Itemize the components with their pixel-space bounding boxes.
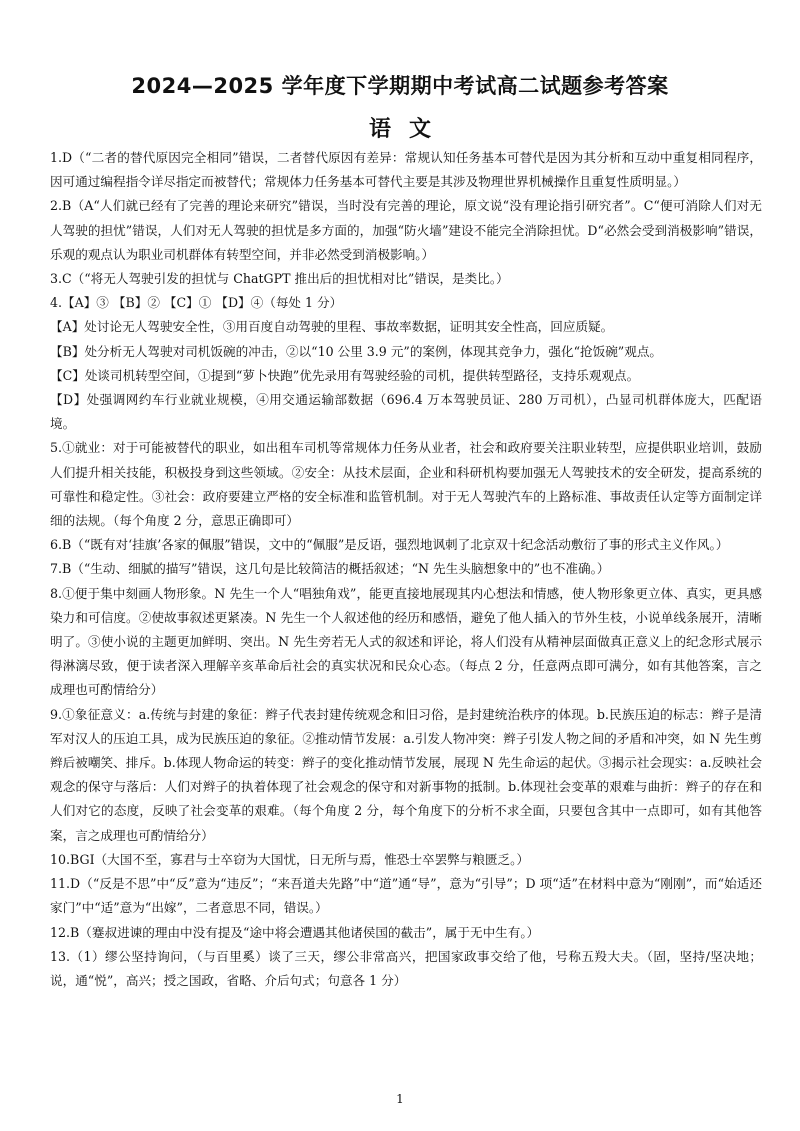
answer-item: 3.C（“将无人驾驶引发的担忧与 ChatGPT 推出后的担忧相对比”错误，是类比。） [50, 271, 509, 287]
page-number: 1 [396, 1092, 404, 1106]
answer-item: 2.B（A“人们就已经有了完善的理论来研究”错误，当时没有完善的理论，原文说“没有理论指引研究者”。C“便可消除人们对无人驾驶的担忧”错误，人们对无人驾驶的担忧是多方面的，加强“防火墙”建设不能完全消除担忧。D“必然会受到消极影响”错误，乐观的观点认为职业司机群体有转型空间，并非必然受到消极影响。） [50, 198, 762, 262]
answer-item: 8.①便于集中刻画人物形象。N 先生一个人“唱独角戏”，能更直接地展现其内心想法和情感，使人物形象更立体、真实，更具感染力和可信度。②使故事叙述更紧凑。N 先生一个人叙述他的经历和感悟，避免了他人插入的节外生枝，小说单线条展开，清晰明了。③使小说的主题更加鲜明、突出。N 先生旁若无人式的叙述和评论，将人们没有从精神层面做真正意义上的纪念形式展示得淋漓尽致，便于读者深入理解辛亥革命后社会的真实状况和民众心态。（每点 2 分，任意两点即可满分，如有其他答案，言之成理也可酌情给分） [50, 585, 762, 698]
answer-item: 9.①象征意义：a.传统与封建的象征：辫子代表封建传统观念和旧习俗，是封建统治秩序的体现。b.民族压迫的标志：辫子是清军对汉人的压迫工具，成为民族压迫的象征。②推动情节发展：a.引发人物冲突：辫子引发人物之间的矛盾和冲突，如 N 先生剪辫后被嘲笑、排斥。b.体现人物命运的转变：辫子的变化推动情节发展，展现 N 先生命运的起伏。③揭示社会现实：a.反映社会观念的保守与落后：人们对辫子的执着体现了社会观念的保守和对新事物的抵制。b.体现社会变革的艰难与曲折：辫子的存在和人们对它的态度，反映了社会变革的艰难。（每个角度 2 分，每个角度下的分析不求全面，只要包含其中一点即可，如有其他答案，言之成理也可酌情给分） [50, 706, 762, 843]
answer-item: 10.BGI（大国不至，寡君与士卒窃为大国忧，日无所与焉，惟恐士卒罢弊与粮匮乏。） [50, 851, 530, 867]
answer-item: 5.①就业：对于可能被替代的职业，如出租车司机等常规体力任务从业者，社会和政府要关注职业转型，应提供职业培训，鼓励人们提升相关技能，积极投身到这些领域。②安全：从技术层面，企业和科研机构要加强无人驾驶技术的安全研发，提高系统的可靠性和稳定性。③社会：政府要建立严格的安全标准和监管机制。对于无人驾驶汽车的上路标准、事故责任认定等方面制定详细的法规。（每个角度 2 分，意思正确即可） [50, 440, 762, 529]
answer-item: 1.D（“二者的替代原因完全相同”错误，二者替代原因有差异：常规认知任务基本可替代是因为其分析和互动中重复相同程序，因可通过编程指令详尽指定而被替代；常规体力任务基本可替代主要是其涉及物理世界机械操作且重复性质明显。） [50, 150, 762, 190]
answer-item: 13.（1）缪公坚持询问，（与百里奚）谈了三天，缪公非常高兴，把国家政事交给了他，号称五羖大夫。（固，坚持/坚决地；说，通“悦”，高兴；授之国政，省略、介后句式；句意各 1 分） [50, 948, 762, 988]
answer-subitem: 【C】处谈司机转型空间，①提到“萝卜快跑”优先录用有驾驶经验的司机，提供转型路径，支持乐观观点。 [50, 367, 640, 383]
answer-item: 12.B（蹇叔进谏的理由中没有提及“途中将会遭遇其他诸侯国的截击”，属于无中生有。） [50, 924, 540, 940]
answer-item: 6.B（“既有对‘挂旗’各家的佩服”错误，文中的“佩服”是反语，强烈地讽刺了北京双十纪念活动敷衍了事的形式主义作风。） [50, 537, 729, 553]
answer-item: 4.【A】③ 【B】② 【C】① 【D】④（每处 1 分） [50, 295, 343, 311]
document-title: 2024—2025 学年度下学期期中考试高二试题参考答案 [131, 74, 669, 98]
answer-subitem: 【D】处强调网约车行业就业规模，④用交通运输部数据（696.4 万本驾驶员证、280 万司机），凸显司机群体庞大，匹配语境。 [50, 392, 762, 432]
subject-heading: 语文 [368, 116, 449, 142]
answer-item: 7.B（“生动、细腻的描写”错误，这几句是比较简洁的概括叙述；“N 先生头脑想象中的”也不准确。） [50, 561, 610, 577]
answer-item: 11.D（“反是不思”中“反”意为“违反”；“来吾道夫先路”中“道”通“导”，意为“引导”；D 项“适”在材料中意为“刚刚”，而“始适还家门”中“适”意为“出嫁”，二者意思不同，错误。） [50, 876, 762, 916]
answer-list [50, 146, 762, 993]
answer-subitem: 【B】处分析无人驾驶对司机饭碗的冲击，②以“10 公里 3.9 元”的案例，体现其竞争力，强化“抢饭碗”观点。 [50, 343, 663, 359]
answer-subitem: 【A】处讨论无人驾驶安全性，③用百度自动驾驶的里程、事故率数据，证明其安全性高，回应质疑。 [50, 319, 614, 335]
